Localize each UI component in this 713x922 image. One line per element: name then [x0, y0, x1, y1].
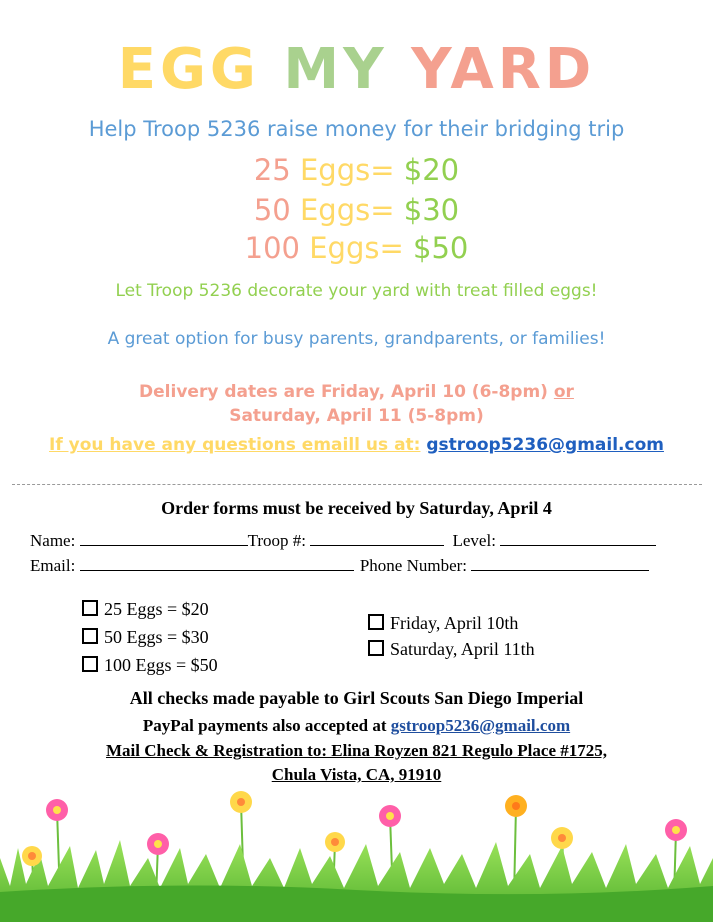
price-line-25: [0, 152, 713, 188]
egg-option-100[interactable]: [82, 651, 218, 679]
delivery-line-1: [0, 381, 713, 403]
egg-options: [82, 595, 218, 679]
checkbox-icon[interactable]: [368, 614, 384, 630]
troop-label: Troop #:: [247, 531, 306, 550]
divider: [12, 484, 702, 485]
option-line: A great option for busy parents, grandparents, or families!: [107, 329, 606, 349]
email-field[interactable]: [80, 570, 354, 571]
price-amount: $20: [403, 153, 460, 187]
price-amount: $50: [413, 231, 469, 265]
price-amount: $30: [403, 193, 460, 227]
price-qty: 50: [253, 193, 291, 227]
delivery-or: or: [553, 382, 574, 402]
egg-option-25[interactable]: [82, 595, 218, 623]
page-title: [0, 38, 713, 102]
level-label: Level:: [452, 531, 496, 550]
form-row-2: [30, 556, 649, 576]
questions-email-link[interactable]: gstroop5236@gmail.com: [426, 435, 664, 455]
mail-line-2: Chula Vista, CA, 91910: [271, 765, 442, 784]
paypal-email-link[interactable]: gstroop5236@gmail.com: [390, 716, 571, 735]
checkbox-icon[interactable]: [82, 600, 98, 616]
checks-line: All checks made payable to Girl Scouts San Diego Imperial: [129, 688, 584, 708]
phone-field[interactable]: [471, 570, 649, 571]
title-my: MY: [283, 37, 388, 102]
mail-line-1: Mail Check & Registration to: Elina Royzen 821 Regulo Place #1725,: [106, 741, 607, 760]
troop-field[interactable]: [310, 545, 444, 546]
date-option-friday[interactable]: [368, 610, 535, 636]
title-yard: YARD: [411, 37, 596, 102]
subtitle: Help Troop 5236 raise money for their bridging trip: [88, 117, 625, 141]
level-field[interactable]: [500, 545, 656, 546]
price-line-100: [0, 230, 713, 266]
price-line-50: [0, 192, 713, 228]
decorate-line: Let Troop 5236 decorate your yard with treat filled eggs!: [115, 281, 598, 301]
price-eggs: Eggs=: [309, 231, 404, 265]
date-option-label: Friday, April 10th: [390, 613, 519, 633]
egg-option-label: 50 Eggs = $30: [104, 627, 209, 647]
date-option-label: Saturday, April 11th: [390, 639, 535, 659]
questions-text: If you have any questions emaill us at:: [49, 435, 421, 455]
grass-flowers-illustration: [0, 788, 713, 922]
form-heading: Order forms must be received by Saturday, April 4: [161, 498, 552, 518]
price-eggs: Eggs=: [299, 193, 395, 227]
checkbox-icon[interactable]: [82, 656, 98, 672]
email-label: Email:: [30, 556, 76, 575]
name-label: Name:: [30, 531, 76, 550]
price-qty: 100: [244, 231, 300, 265]
egg-option-50[interactable]: [82, 623, 218, 651]
date-option-saturday[interactable]: [368, 636, 535, 662]
delivery-line-2: Saturday, April 11 (5-8pm): [229, 406, 484, 426]
delivery-text: Delivery dates are Friday, April 10 (6-8pm): [139, 382, 548, 402]
form-row-1: [30, 531, 656, 551]
egg-option-label: 25 Eggs = $20: [104, 599, 209, 619]
paypal-line: [0, 716, 713, 736]
egg-option-label: 100 Eggs = $50: [104, 655, 218, 675]
questions-line: [0, 435, 713, 455]
phone-label: Phone Number:: [359, 556, 468, 575]
checkbox-icon[interactable]: [82, 628, 98, 644]
price-qty: 25: [253, 153, 291, 187]
paypal-text: PayPal payments also accepted at: [142, 716, 387, 735]
title-egg: EGG: [117, 37, 260, 102]
checkbox-icon[interactable]: [368, 640, 384, 656]
price-eggs: Eggs=: [299, 153, 395, 187]
date-options: [368, 610, 535, 662]
name-field[interactable]: [80, 545, 248, 546]
